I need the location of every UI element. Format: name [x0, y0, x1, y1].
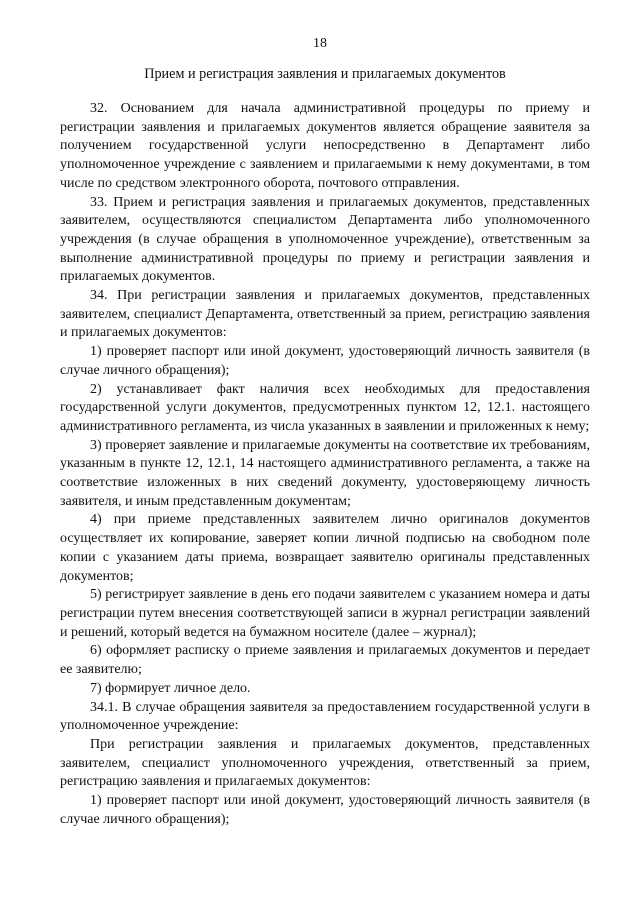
paragraph-34-item-2: 2) устанавливает факт наличия всех необходимых для предоставления государственной услуги документов, предусмотренных пунктом 12, 12.1. настоящего административного регламента, из числа указанных в заявлении и приложенных к нему;	[60, 381, 590, 434]
paragraph-34-1-item-1: 1) проверяет паспорт или иной документ, удостоверяющий личность заявителя (в случае личного обращения);	[60, 793, 590, 827]
page-number: 18	[313, 36, 327, 51]
document-body	[60, 100, 590, 829]
paragraph-34-item-1: 1) проверяет паспорт или иной документ, удостоверяющий личность заявителя (в случае личного обращения);	[60, 344, 590, 378]
paragraph-32: 32. Основанием для начала административной процедуры по приему и регистрации заявления и прилагаемых документов является обращение заявителя за получением государственной услуги непосредственно в Департамент либо уполномоченное учреждение с заявлением и прилагаемыми к нему документами, в том числе по средством электронного оборота, почтового отправления.	[60, 101, 590, 191]
paragraph-34-1: 34.1. В случае обращения заявителя за предоставлением государственной услуги в уполномоченное учреждение:	[60, 699, 590, 734]
paragraph-34-item-7: 7) формирует личное дело.	[90, 680, 251, 696]
paragraph-34-item-5: 5) регистрирует заявление в день его подачи заявителем с указанием номера и даты регистрации путем внесения соответствующей записи в журнал регистрации заявлений и решений, который ведется на бумажном носителе (далее – журнал);	[60, 587, 590, 640]
section-heading: Прием и регистрация заявления и прилагаемых документов	[144, 66, 506, 82]
paragraph-33: 33. Прием и регистрация заявления и прилагаемых документов, представленных заявителем, осуществляются специалистом Департамента либо уполномоченного учреждения (в случае обращения в уполномоченное учреждение), ответственным за выполнение административной процедуры по приему и регистрации заявления и прилагаемых документов.	[60, 194, 590, 285]
paragraph-34: 34. При регистрации заявления и прилагаемых документов, представленных заявителем, специалист Департамента, ответственный за прием, регистрацию заявления и прилагаемых документов:	[60, 288, 590, 341]
paragraph-34-item-3: 3) проверяет заявление и прилагаемые документы на соответствие их требованиям, указанным в пункте 12, 12.1, 14 настоящего административного регламента, а также на соответствие изложенных в них сведений документу, удостоверяющему личность заявителя, и иным представленным документам;	[60, 437, 590, 509]
paragraph-34-item-6: 6) оформляет расписку о приеме заявления и прилагаемых документов и передает ее заявителю;	[60, 643, 590, 678]
paragraph-34-1-intro: При регистрации заявления и прилагаемых документов, представленных заявителем, специалист уполномоченного учреждения, ответственный за прием, регистрацию заявления и прилагаемых документов:	[60, 736, 590, 790]
paragraph-34-item-4: 4) при приеме представленных заявителем лично оригиналов документов осуществляет их копирование, заверяет копии личной подписью на свободном поле копии с указанием даты приема, возвращает заявителю оригиналы представленных документов;	[60, 512, 590, 584]
